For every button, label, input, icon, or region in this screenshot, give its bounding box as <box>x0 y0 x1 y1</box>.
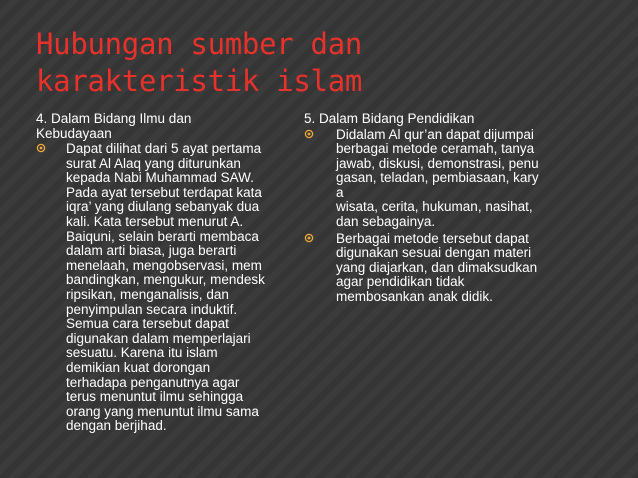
right-bullet-text: Didalam Al qur’an dapat dijumpai berbagai metode ceramah, tanya jawab, diskusi, demonstrasi, penu gasan, teladan, pembiasaan, kary a wisata, cerita, hukuman, nasihat, dan sebagainya. <box>336 126 539 230</box>
left-heading: 4. Dalam Bidang Ilmu dan Kebudayaan <box>36 111 192 141</box>
left-column <box>36 112 284 436</box>
right-column <box>304 112 600 307</box>
sun-bullet-icon <box>36 143 46 153</box>
right-bullet-item <box>304 232 600 305</box>
right-bullet-text: Berbagai metode tersebut dapat digunakan sesuai dengan materi yang diajarkan, dan dimaksudkan agar pendidikan tidak membosankan anak didik. <box>336 230 538 305</box>
left-bullet-item <box>36 142 284 434</box>
right-bullet-item <box>304 128 600 230</box>
left-bullet-text: Dapat dilihat dari 5 ayat pertama surat Al Alaq yang diturunkan kepada Nabi Muhammad SAW. Pada ayat tersebut terdapat kata iqra’ yang diulang sebanyak dua kali. Kata tersebut menurut A. Baiquni, selain berarti membaca dalam arti biasa, juga berarti menelaah, mengobservasi, mem bandingkan, mengukur, mendesk ripsikan, menganalisis, dan penyimpulan secara induktif. Semua cara tersebut dapat digunakan dalam memperlajari sesuatu. Karena itu islam demikian kuat dorongan terhadapa penganutnya agar terus menuntut ilmu sehingga orang yang menuntut ilmu sama dengan berjihad. <box>66 141 265 434</box>
sun-bullet-icon <box>304 129 314 139</box>
sun-bullet-icon <box>304 233 314 243</box>
slide-title: Hubungan sumber dan karakteristik islam <box>36 27 363 98</box>
right-heading: 5. Dalam Bidang Pendidikan <box>304 111 475 126</box>
